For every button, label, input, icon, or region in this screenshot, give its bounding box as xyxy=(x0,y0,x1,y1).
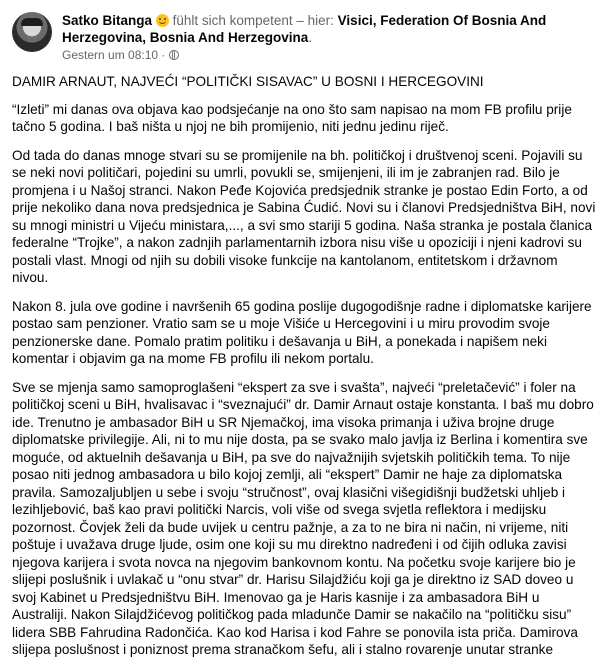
post-header xyxy=(12,0,597,60)
post-title: DAMIR ARNAUT, NAJVEĆI “POLITIČKI SISAVAC” U BOSNI I HERCEGOVINI xyxy=(12,74,484,89)
post-meta xyxy=(62,47,597,64)
feeling-text: fühlt sich kompetent – hier: xyxy=(172,13,334,28)
globe-icon[interactable] xyxy=(169,50,179,60)
post-paragraph: Od tada do danas mnoge stvari su se promijenile na bh. političkoj i društvenoj sceni. Pojavili su se neki novi političari, pojedini su umrli, povukli se, smijenjeni, ili im je zabranjen rad. Bilo je promjena i u Našoj stranci. Nakon Peđe Kojovića predsjednik stranke je postao Edin Forto, a od prije nekoliko dana nova predsjednica je Sabina Ćudić. Novi su i članovi Predsjedništva BiH, novi su mnogi ministri u Vijeću ministara,..., a svi smo stariji 5 godina. Naša stranka je postala članica federalne “Trojke”, a nakon zadnjih parlamentarnih izbora nisu više u opoziciji i njeni kadrovi su postali vlast. Mnogi od njih su dobili visoke funkcije na kantolanom, entitetskom i državnom nivou. xyxy=(12,147,596,285)
post-body xyxy=(12,73,597,659)
post-paragraph: Nakon 8. jula ove godine i navršenih 65 godina poslije dugogodišnje radne i diplomatske karijere postao sam penzioner. Vratio sam se u moje Višiće u Hercegovini i u miru provodim svoje penzionerske dane. Pomalo pratim politiku i dešavanja u BiH, a ponekada i napišem neki komentar i objavim ga na mome FB profilu ili nekom portalu. xyxy=(12,298,592,366)
author-avatar[interactable] xyxy=(12,12,52,52)
post-header-text: Satko Bitanga fühlt sich kompetent – hier: Visici, Federation Of Bosnia And Herzegovina, Bosnia And Herzegovina. Gestern um 08:10 · xyxy=(62,12,597,64)
post-paragraph: Sve se mjenja samo samoproglašeni “ekspert za sve i svašta”, najveći “preletačević” i foler na političkoj sceni u BiH, hvalisavac i “sveznajući” dr. Damir Arnaut ostaje konstanta. I baš mu dobro ide. Trenutno je ambasador BiH u SR Njemačkoj, ima visoka primanja i uživa brojne druge diplomatske privilegije. Ali, ni to mu nije dosta, pa se svako malo javlja iz Berlina i komentira sve moguće, od aktuelnih dešavanja u BiH, pa sve do najvažnijih svjetskih političkih tema. To nije posao niti jednog ambasadora u bilo kojoj zemlji, ali “ekspert” Damir ne haje za diplomatska pravila. Samozaljubljen u sebe i svoju “stručnost”, ovaj klasični višegidišnji budžetski uhljeb i lezihljebović, baš kao pravi politički Narcis, voli više od svega svjetla reflektora i medijsku pozornost. Čovjek želi da bude uvijek u centru pažnje, a za to ne bira ni način, ni vrijeme, niti poštuje i uvažava druge ljude, osim one koji su mu direktno nadređeni i od čijih odluka zavisi njegova karijera i svota novca na njegovim bankovnom kontu. Na početku svoje karijere bio je slijepi poslušnik i uvlakač u “onu stvar” dr. Harisu Silajdžiću koji ga je direktno iz SAD doveo u svoj Kabinet u Predsjedništvu BiH. Imenovao ga je Haris kasnije i za ambasadora BiH u Australiji. Nakon Silajdžićevog političkog pada mladunče Damir se nakačilo na “političku sisu” lidera SBB Fahrudina Radončića. Kao kod Harisa i kod Fahre se ponovila ista priča. Damirova slijepa poslušnost i poniznost prema stranačkom šefu, ali i stalno rovarenje unutar stranke xyxy=(12,379,594,657)
smiling-face-icon xyxy=(156,14,169,27)
post-paragraph: “Izleti” mi danas ova objava kao podsjećanje na ono što sam napisao na mom FB profilu prije tačno 5 godina. I baš ništa u njoj ne bih promijenio, niti jednu jedinu riječ. xyxy=(12,101,572,134)
meta-separator: · xyxy=(161,48,166,62)
location-link[interactable]: Visici, Federation Of Bosnia And Herzegovina, Bosnia And Herzegovina xyxy=(62,13,547,45)
author-name[interactable]: Satko Bitanga xyxy=(62,13,153,28)
post-timestamp[interactable]: Gestern um 08:10 xyxy=(62,48,159,62)
